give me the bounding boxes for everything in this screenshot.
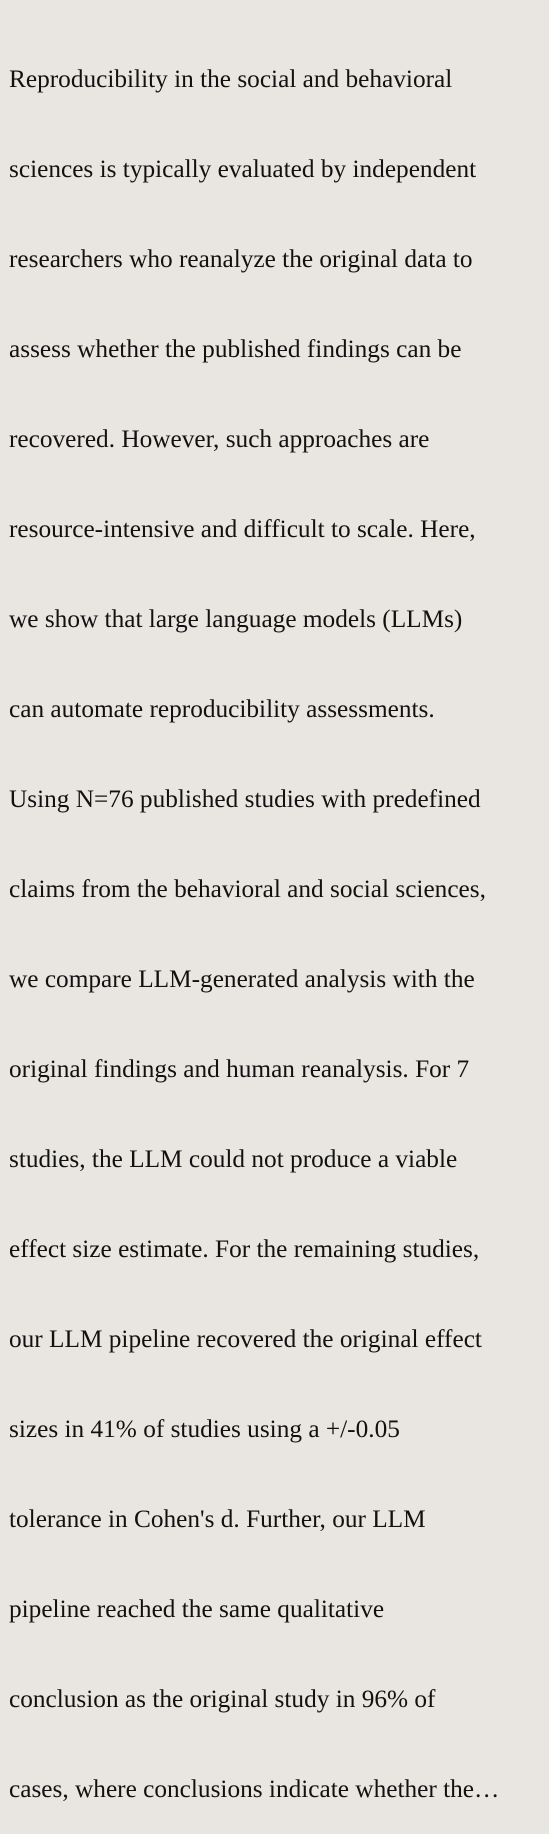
abstract-line: original findings and human reanalysis. For 7 xyxy=(9,1055,470,1083)
abstract-line: Using N=76 published studies with predefined xyxy=(9,785,481,813)
abstract-line: claims from the behavioral and social sciences, xyxy=(9,875,486,903)
abstract-line: recovered. However, such approaches are xyxy=(9,425,430,453)
abstract-line: cases, where conclusions indicate whether the… xyxy=(9,1775,500,1803)
abstract-line: researchers who reanalyze the original data to xyxy=(9,245,473,273)
abstract-line: conclusion as the original study in 96% of xyxy=(9,1685,436,1713)
abstract-text xyxy=(9,4,549,1834)
abstract-line: our LLM pipeline recovered the original effect xyxy=(9,1325,482,1353)
abstract-line: Reproducibility in the social and behavioral xyxy=(9,65,453,93)
abstract-line: can automate reproducibility assessments. xyxy=(9,695,435,723)
abstract-line: studies, the LLM could not produce a viable xyxy=(9,1145,458,1173)
abstract-line: resource-intensive and difficult to scale. Here, xyxy=(9,515,476,543)
abstract-line: we show that large language models (LLMs) xyxy=(9,605,463,633)
abstract-line: we compare LLM-generated analysis with the xyxy=(9,965,475,993)
abstract-line: assess whether the published findings can be xyxy=(9,335,462,363)
abstract-line: pipeline reached the same qualitative xyxy=(9,1595,385,1623)
abstract-line: sciences is typically evaluated by independent xyxy=(9,155,477,183)
abstract-line: sizes in 41% of studies using a +/-0.05 xyxy=(9,1415,400,1443)
abstract-line: effect size estimate. For the remaining studies, xyxy=(9,1235,480,1263)
abstract-line: tolerance in Cohen's d. Further, our LLM xyxy=(9,1505,426,1533)
